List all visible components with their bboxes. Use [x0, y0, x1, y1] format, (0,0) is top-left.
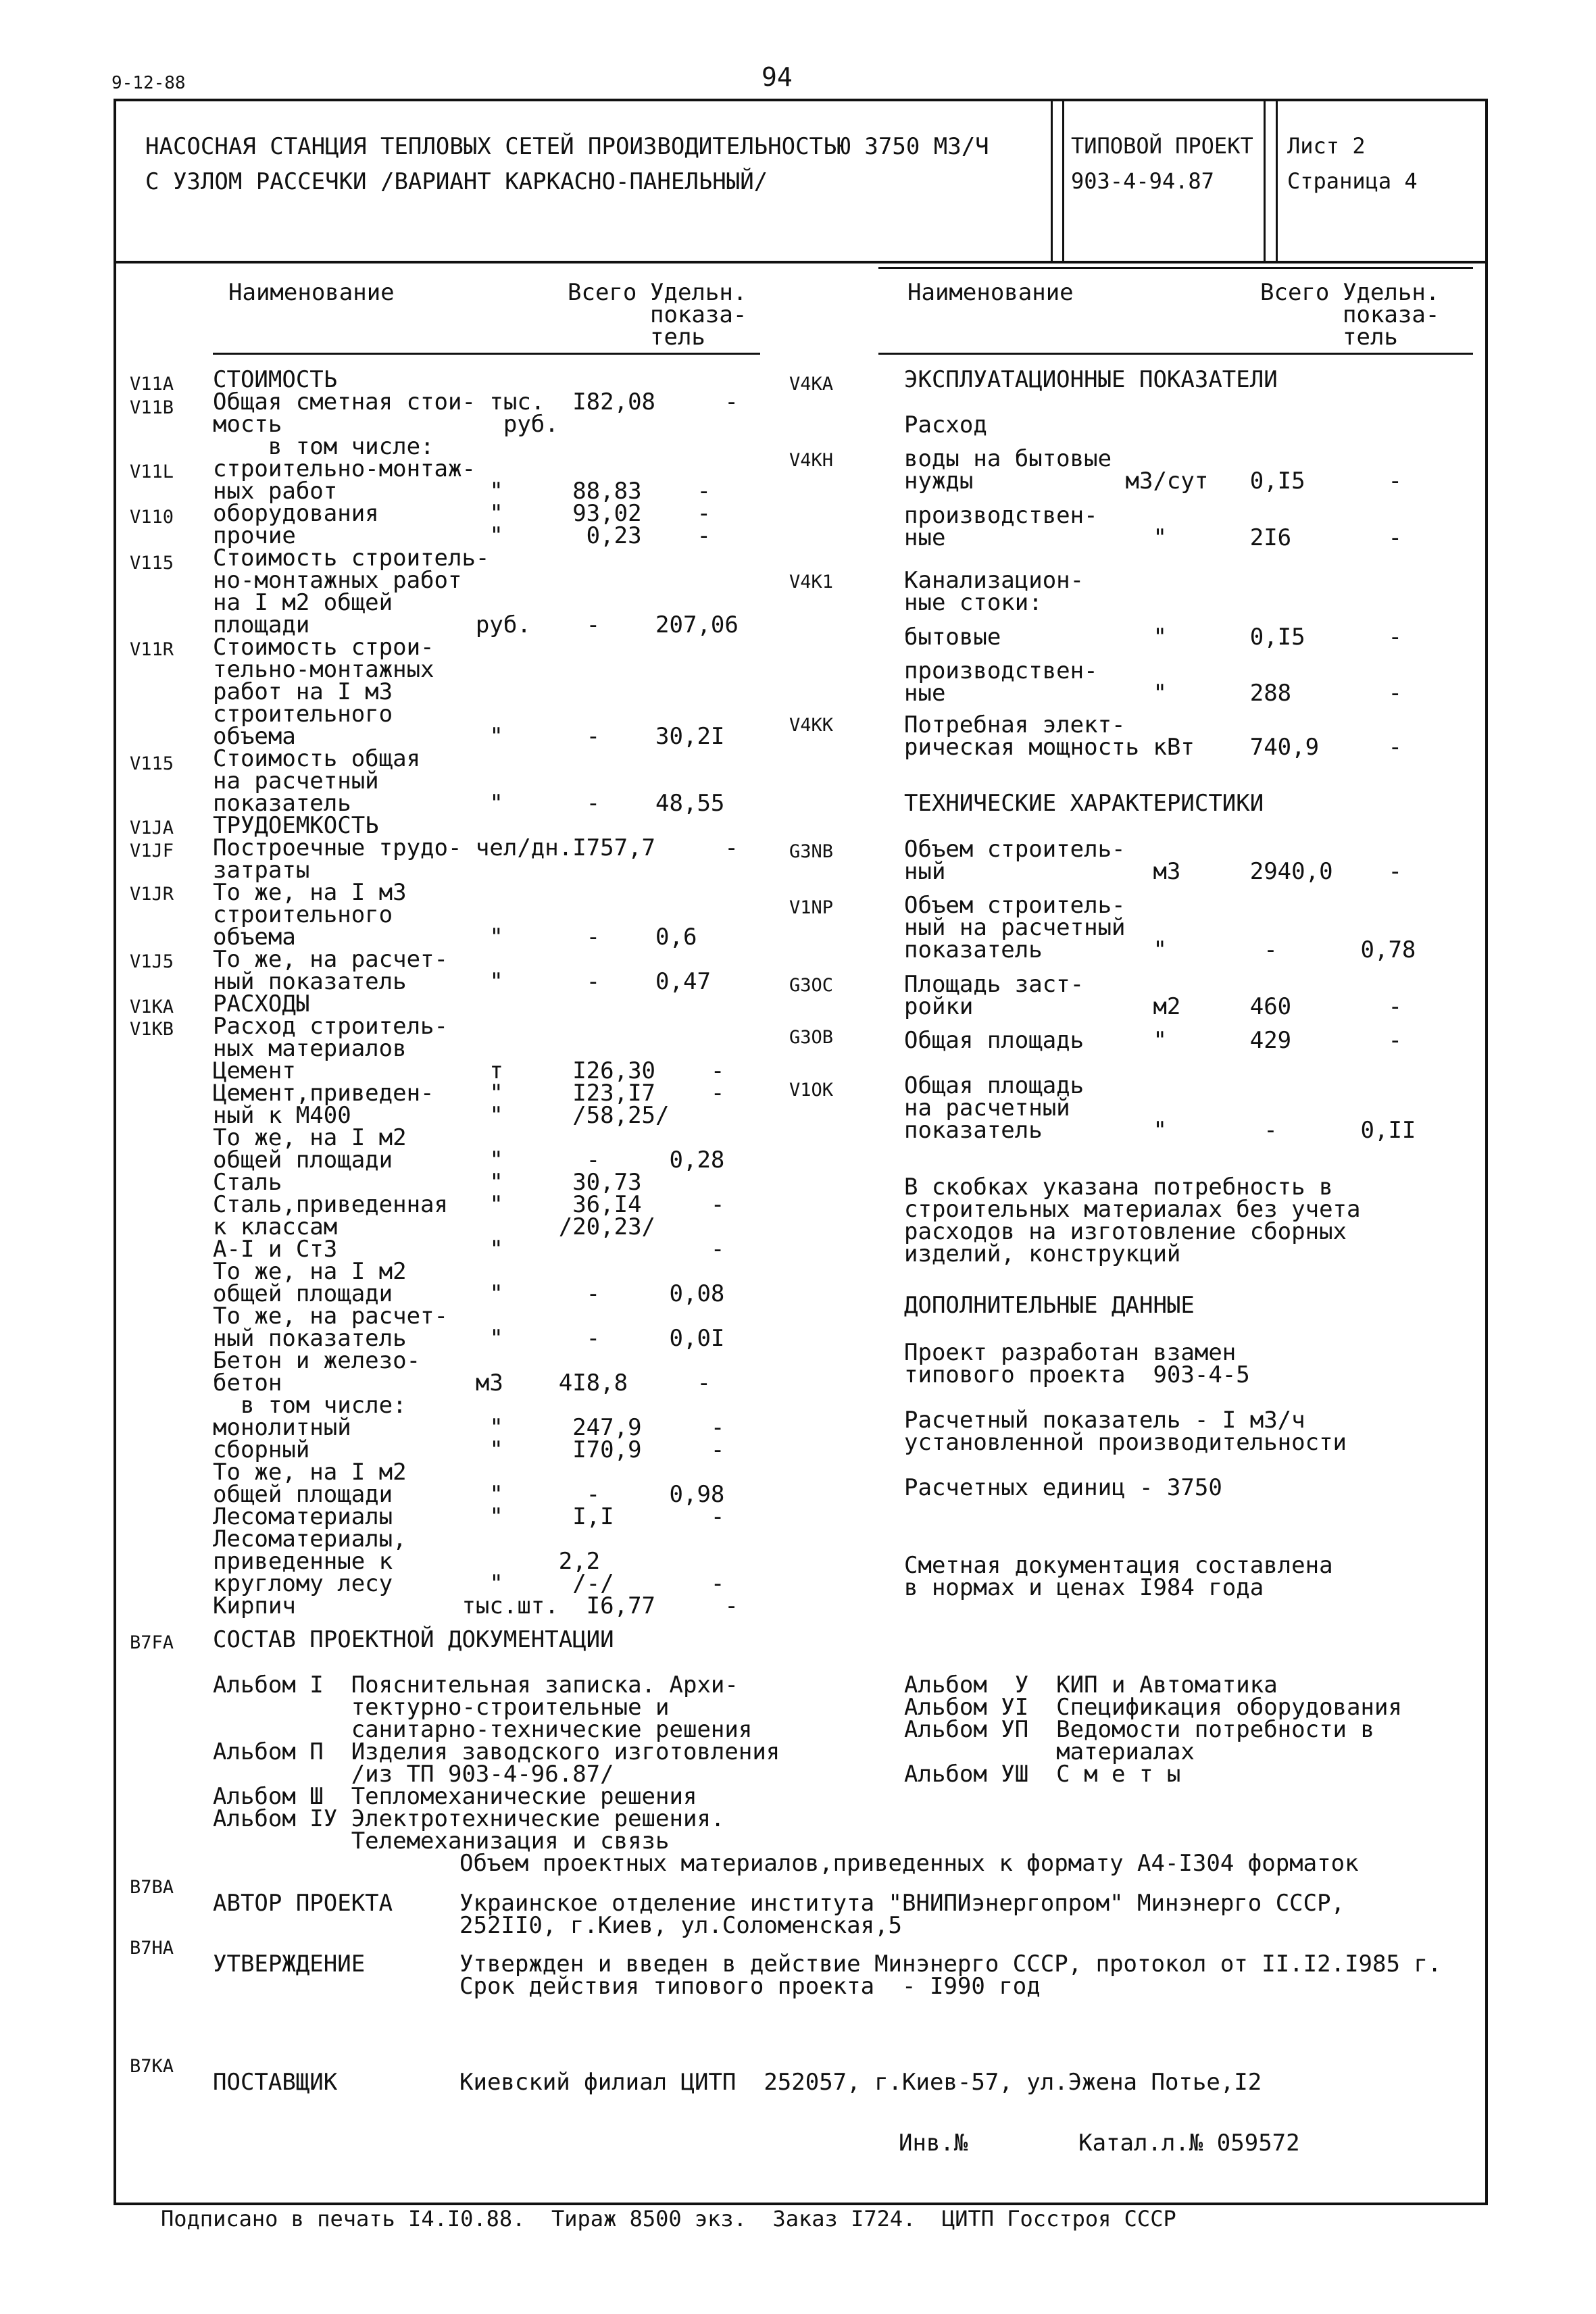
table-row: на расчетный — [904, 1095, 1070, 1122]
page-label: Страница 4 — [1287, 168, 1418, 194]
table-row: на I м2 общей — [213, 589, 393, 616]
table-row: Расчетных единиц - 3750 — [904, 1474, 1222, 1501]
table-row: Построечные трудо- чел/дн.I757,7 - — [213, 834, 739, 861]
table-row: Стоимость общая — [213, 745, 421, 772]
table-row: расходов на изготовление сборных — [904, 1218, 1347, 1245]
table-row: строительного — [213, 701, 393, 728]
header-specific-3: тель — [650, 324, 705, 351]
text-line: СОСТАВ ПРОЕКТНОЙ ДОКУМЕНТАЦИИ — [213, 1626, 614, 1653]
row-code: B7FA — [130, 1632, 174, 1653]
table-row: тельно-монтажных — [213, 656, 434, 683]
row-code: V1NP — [789, 897, 834, 918]
table-row: работ на I м3 — [213, 678, 393, 705]
table-row: Площадь заст- — [904, 971, 1084, 998]
row-code: G3OC — [789, 975, 834, 996]
table-row: Объем строитель- — [904, 836, 1126, 863]
table-row: Цемент,приведен- " I23,I7 - — [213, 1080, 725, 1107]
table-row: ных материалов — [213, 1035, 407, 1062]
row-code: V1JA — [130, 818, 174, 838]
text-line: Утвержден и введен в действие Минэнерго СССР, протокол от II.I2.I985 г. — [459, 1951, 1442, 1978]
row-code: V11R — [130, 639, 174, 660]
text-line: Объем проектных материалов,приведенных к формату А4-I304 форматок — [459, 1850, 1359, 1877]
header-total: Всего — [568, 279, 637, 306]
row-code: B7KA — [130, 2056, 174, 2077]
table-row: Общая площадь " 429 - — [904, 1027, 1402, 1054]
table-row: ТРУДОЕМКОСТЬ — [213, 812, 379, 839]
text-line: материалах — [904, 1738, 1195, 1765]
text-line: Альбом УШ С м е т ы — [904, 1761, 1181, 1788]
table-row: показатель " - 48,55 — [213, 790, 725, 817]
table-row: То же, на I м2 — [213, 1459, 407, 1486]
table-row: строительного — [213, 901, 393, 928]
print-footer: Подписано в печать I4.I0.88. Тираж 8500 экз. Заказ I724. ЦИТП Госстроя СССР — [161, 2206, 1176, 2232]
table-row: бетон м3 4I8,8 - — [213, 1369, 711, 1397]
table-row: но-монтажных работ — [213, 567, 462, 594]
table-row: ный показатель " - 0,0I — [213, 1325, 725, 1352]
table-row: Объем строитель- — [904, 892, 1126, 919]
table-row: То же, на расчет- — [213, 946, 448, 973]
text-line: Альбом Ш Тепломеханические решения — [213, 1783, 697, 1810]
header-total-right: Всего — [1260, 279, 1330, 306]
table-row: Кирпич тыс.шт. I6,77 - — [213, 1592, 739, 1619]
row-code: V115 — [130, 553, 174, 574]
document-title-line1: НАСОСНАЯ СТАНЦИЯ ТЕПЛОВЫХ СЕТЕЙ ПРОИЗВОДИТЕЛЬНОСТЬЮ 3750 М3/Ч — [145, 133, 989, 160]
table-row: круглому лесу " /-/ - — [213, 1570, 725, 1597]
text-line: УТВЕРЖДЕНИЕ — [213, 1951, 366, 1978]
row-code: V1JF — [130, 840, 174, 861]
text-line: Альбом I Пояснительная записка. Архи- — [213, 1671, 739, 1699]
text-line: Альбом У КИП и Автоматика — [904, 1671, 1278, 1699]
table-row: Цемент т I26,30 - — [213, 1057, 725, 1084]
table-row: Общая сметная стои- тыс. I82,08 - — [213, 388, 739, 416]
text-line: Инв.№ Катал.л.№ 059572 — [899, 2130, 1300, 2157]
table-row: ных работ " 88,83 - — [213, 478, 711, 505]
table-row: То же, на I м3 — [213, 879, 407, 906]
table-row: ные стоки: — [904, 589, 1043, 616]
table-row: изделий, конструкций — [904, 1240, 1181, 1267]
row-code: V11A — [130, 374, 174, 395]
table-row: Лесоматериалы " I,I - — [213, 1503, 725, 1530]
table-row: прочие " 0,23 - — [213, 522, 711, 549]
header-specific-right: Удельн. — [1343, 279, 1440, 306]
text-line: Киевский филиал ЦИТП 252057, г.Киев-57, ул.Эжена Потье,I2 — [459, 2069, 1262, 2096]
document-title-line2: С УЗЛОМ РАССЕЧКИ /ВАРИАНТ КАРКАСНО-ПАНЕЛЬНЫЙ/ — [145, 168, 768, 195]
row-code: B7BA — [130, 1877, 174, 1898]
table-row: Расход строитель- — [213, 1013, 448, 1040]
table-row: ный на расчетный — [904, 914, 1126, 941]
text-line: Альбом П Изделия заводского изготовления — [213, 1738, 780, 1765]
table-row: ЭКСПЛУАТАЦИОННЫЕ ПОКАЗАТЕЛИ — [904, 366, 1278, 393]
table-row: нужды м3/сут 0,I5 - — [904, 468, 1402, 495]
table-row: То же, на I м2 — [213, 1258, 407, 1285]
text-line: санитарно-технические решения — [213, 1716, 753, 1743]
table-row: РАСХОДЫ — [213, 990, 310, 1017]
table-row: Стоимость строи- — [213, 634, 434, 661]
row-code: V4KA — [789, 374, 834, 395]
table-row: ный к М400 " /58,25/ — [213, 1102, 670, 1129]
table-row: Потребная элект- — [904, 711, 1126, 738]
text-line: Альбом УI Спецификация оборудования — [904, 1694, 1402, 1721]
table-row: к классам /20,23/ — [213, 1213, 656, 1240]
table-row: общей площади " - 0,98 — [213, 1481, 725, 1508]
table-row: Проект разработан взамен — [904, 1339, 1237, 1366]
text-line: /из ТП 903-4-96.87/ — [213, 1761, 614, 1788]
table-row: ные " 2I6 - — [904, 524, 1402, 551]
table-row: То же, на расчет- — [213, 1303, 448, 1330]
header-specific-right-2: показа- — [1343, 301, 1440, 328]
text-line: Украинское отделение института "ВНИПИэнергопром" Минэнерго СССР, — [459, 1890, 1345, 1917]
table-row: сборный " I70,9 - — [213, 1436, 725, 1463]
table-row: Лесоматериалы, — [213, 1526, 407, 1553]
sheet-label: Лист 2 — [1287, 133, 1366, 159]
table-row: объема " - 30,2I — [213, 723, 725, 750]
row-code: V1KA — [130, 997, 174, 1017]
header-specific: Удельн. — [650, 279, 747, 306]
table-row: площади руб. - 207,06 — [213, 611, 739, 638]
text-line: АВТОР ПРОЕКТА — [213, 1890, 393, 1917]
row-code: V1JR — [130, 884, 174, 905]
table-row: Бетон и железо- — [213, 1347, 421, 1374]
table-row: ДОПОЛНИТЕЛЬНЫЕ ДАННЫЕ — [904, 1292, 1195, 1319]
table-row: мость руб. — [213, 411, 559, 438]
table-row: Сметная документация составлена — [904, 1552, 1333, 1579]
row-code: G3NB — [789, 841, 834, 862]
table-row: бытовые " 0,I5 - — [904, 624, 1402, 651]
row-code: V11B — [130, 397, 174, 418]
text-line: Телемеханизация и связь — [213, 1828, 670, 1855]
table-row: В скобках указана потребность в — [904, 1174, 1333, 1201]
table-row: в том числе: — [213, 1392, 407, 1419]
print-date: 9-12-88 — [111, 73, 186, 93]
text-line: Альбом УП Ведомости потребности в — [904, 1716, 1374, 1743]
table-row: ТЕХНИЧЕСКИЕ ХАРАКТЕРИСТИКИ — [904, 790, 1264, 817]
table-row: ный м3 2940,0 - — [904, 858, 1402, 885]
table-row: СТОИМОСТЬ — [213, 366, 338, 393]
row-code: V4K1 — [789, 572, 834, 593]
row-code: V1OK — [789, 1080, 834, 1101]
table-row: монолитный " 247,9 - — [213, 1414, 725, 1441]
table-row: приведенные к 2,2 — [213, 1548, 601, 1575]
table-row: производствен- — [904, 502, 1098, 529]
row-code: V110 — [130, 507, 174, 528]
project-number: 903-4-94.87 — [1071, 168, 1214, 194]
table-row: в нормах и ценах I984 года — [904, 1574, 1264, 1601]
table-row: строительных материалах без учета — [904, 1196, 1361, 1223]
table-row: затраты — [213, 857, 310, 884]
text-line: Срок действия типового проекта - I990 год — [459, 1973, 1041, 2000]
text-line: тектурно-строительные и — [213, 1694, 670, 1721]
table-row: То же, на I м2 — [213, 1124, 407, 1151]
project-label: ТИПОВОЙ ПРОЕКТ — [1071, 133, 1253, 159]
table-row: объема " - 0,6 — [213, 924, 697, 951]
row-code: V115 — [130, 753, 174, 774]
page-number: 94 — [762, 62, 793, 92]
header-specific-2: показа- — [650, 301, 747, 328]
text-line: Альбом IУ Электротехнические решения. — [213, 1805, 725, 1832]
table-row: строительно-монтаж- — [213, 455, 476, 482]
row-code: V1KB — [130, 1019, 174, 1040]
table-row: ный показатель " - 0,47 — [213, 968, 711, 995]
table-row: А-I и Ст3 " - — [213, 1236, 725, 1263]
table-row: Стоимость строитель- — [213, 545, 490, 572]
table-row: установленной производительности — [904, 1429, 1347, 1456]
row-code: V4KK — [789, 715, 834, 736]
table-row: на расчетный — [213, 768, 379, 795]
table-row: оборудования " 93,02 - — [213, 500, 711, 527]
table-row: ные " 288 - — [904, 680, 1402, 707]
table-row: в том числе: — [213, 433, 434, 460]
table-row: Расчетный показатель - I м3/ч — [904, 1407, 1305, 1434]
header-specific-right-3: тель — [1343, 324, 1398, 351]
table-row: показатель " - 0,78 — [904, 936, 1416, 963]
table-row: производствен- — [904, 657, 1098, 684]
text-line: ПОСТАВЩИК — [213, 2069, 338, 2096]
table-row: Сталь " 30,73 — [213, 1169, 642, 1196]
header-name: Наименование — [228, 279, 395, 306]
row-code: V11L — [130, 461, 174, 482]
table-row: показатель " - 0,II — [904, 1117, 1416, 1144]
row-code: V1J5 — [130, 951, 174, 972]
table-row: общей площади " - 0,08 — [213, 1280, 725, 1307]
header-name-right: Наименование — [907, 279, 1074, 306]
table-row: типового проекта 903-4-5 — [904, 1361, 1250, 1388]
row-code: V4KH — [789, 450, 834, 471]
table-row: рическая мощность кВт 740,9 - — [904, 734, 1402, 761]
text-line: 252II0, г.Киев, ул.Соломенская,5 — [459, 1912, 903, 1939]
table-row: Канализацион- — [904, 567, 1084, 594]
row-code: G3OB — [789, 1027, 834, 1048]
table-row: Общая площадь — [904, 1072, 1084, 1099]
table-row: Сталь,приведенная " 36,I4 - — [213, 1191, 725, 1218]
row-code: B7HA — [130, 1938, 174, 1959]
table-row: общей площади " - 0,28 — [213, 1147, 725, 1174]
table-row: воды на бытовые — [904, 445, 1112, 472]
table-row: Расход — [904, 411, 987, 438]
table-row: ройки м2 460 - — [904, 993, 1402, 1020]
